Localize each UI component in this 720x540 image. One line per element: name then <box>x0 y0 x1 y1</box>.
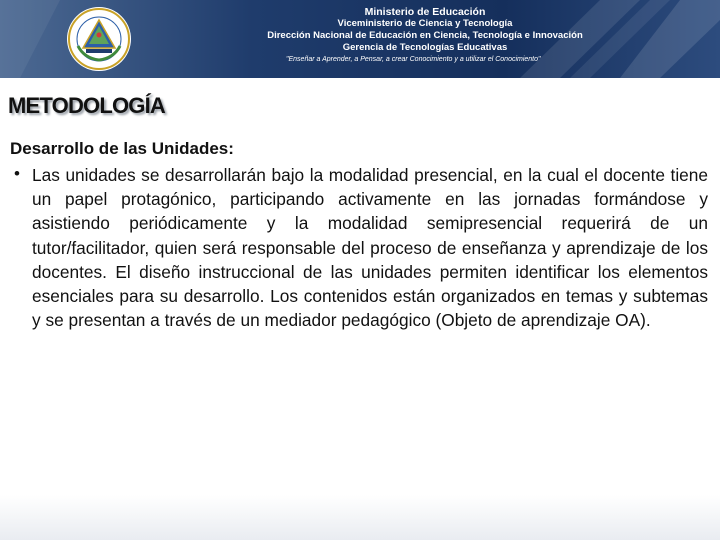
header-banner <box>0 0 720 78</box>
header-motto: "Enseñar a Aprender, a Pensar, a crear Conocimiento y a utilizar el Conocimiento" <box>286 56 541 63</box>
coat-of-arms-seal-icon <box>66 6 132 72</box>
section-subtitle: Desarrollo de las Unidades: <box>10 139 234 158</box>
header-directorate: Dirección Nacional de Educación en Ciencia, Tecnología e Innovación <box>267 30 583 41</box>
body-paragraph: Las unidades se desarrollarán bajo la modalidad presencial, en la cual el docente tiene un papel protagónico, participando activamente en las jornadas formándose y asistiendo periódicamente y la modalidad semipresencial requerirá de un tutor/facilitador, quien será responsable del proceso de enseñanza y aprendizaje de los docentes. El diseño instruccional de las unidades permiten identificar los elementos esenciales para su desarrollo. Los contenidos están organizados en temas y subtemas y se presentan a través de un mediador pedagógico (Objeto de aprendizaje OA). <box>32 165 708 331</box>
header-ministry: Ministerio de Educación <box>364 6 486 18</box>
header-management: Gerencia de Tecnologías Educativas <box>342 42 508 53</box>
footer-gradient <box>0 495 720 540</box>
header-text-block <box>190 6 660 54</box>
slide-title: METODOLOGÍA <box>8 93 166 118</box>
header-vice-ministry: Viceministerio de Ciencia y Tecnología <box>337 18 513 29</box>
bullet-marker: • <box>14 164 20 183</box>
